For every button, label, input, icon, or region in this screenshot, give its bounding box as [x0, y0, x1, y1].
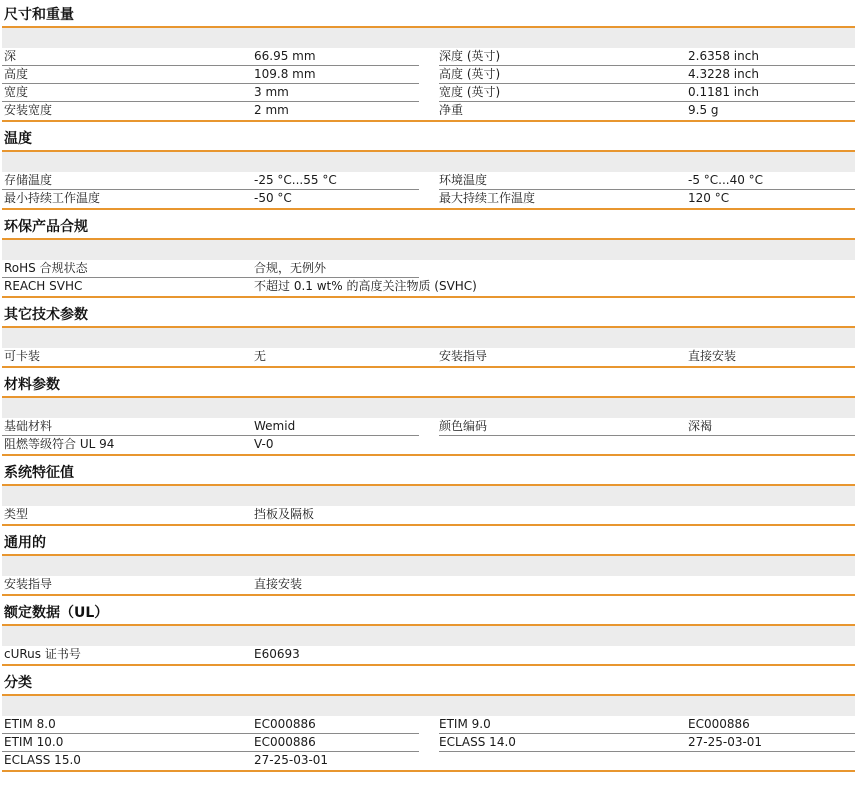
spec-section [0, 672, 861, 772]
spec-value-right: 27-25-03-01 [688, 735, 763, 749]
spec-label: 可卡装 [4, 349, 41, 363]
spec-label: RoHS 合规状态 [4, 261, 88, 275]
spec-label: 类型 [4, 507, 29, 521]
spec-row [0, 436, 861, 454]
spec-label-right: 安装指导 [439, 349, 488, 363]
spec-label-right: ECLASS 14.0 [439, 735, 516, 749]
spec-label: 基础材料 [4, 419, 53, 433]
section-header-band [2, 240, 855, 260]
spec-value: 2 mm [254, 103, 289, 117]
section-header-band [2, 556, 855, 576]
section-title: 尺寸和重量 [4, 7, 74, 23]
spec-row [0, 278, 861, 296]
spec-value: 66.95 mm [254, 49, 316, 63]
section-header-band [2, 486, 855, 506]
spec-value: Wemid [254, 419, 296, 433]
spec-row [0, 576, 861, 594]
spec-row [0, 418, 861, 436]
spec-label: 存储温度 [4, 173, 53, 187]
spec-section [0, 462, 861, 532]
section-title: 系统特征值 [4, 465, 74, 481]
spec-row [0, 84, 861, 102]
spec-row [0, 172, 861, 190]
spec-label: ETIM 8.0 [4, 717, 56, 731]
spec-label-right: ETIM 9.0 [439, 717, 491, 731]
section-title: 额定数据（UL） [4, 605, 109, 621]
spec-label: 深 [4, 49, 17, 63]
spec-row [0, 646, 861, 664]
spec-section [0, 128, 861, 216]
spec-value: 无 [254, 349, 267, 363]
spec-label-right: 高度 (英寸) [439, 67, 501, 81]
spec-label-right: 净重 [439, 103, 464, 117]
spec-value: 109.8 mm [254, 67, 316, 81]
spec-section [0, 216, 861, 304]
spec-label: REACH SVHC [4, 279, 83, 293]
spec-value: EC000886 [254, 717, 316, 731]
spec-rows [0, 506, 861, 524]
spec-value: V-0 [254, 437, 274, 451]
spec-label-right: 颜色编码 [439, 419, 488, 433]
section-header-band [2, 398, 855, 418]
spec-label: 最小持续工作温度 [4, 191, 101, 205]
spec-label: ECLASS 15.0 [4, 753, 81, 767]
spec-value-right: 深褐 [688, 419, 713, 433]
spec-label: 高度 [4, 67, 29, 81]
spec-label: 宽度 [4, 85, 29, 99]
spec-row [0, 102, 861, 120]
section-header-band [2, 328, 855, 348]
spec-label-right: 最大持续工作温度 [439, 191, 536, 205]
spec-label: cURus 证书号 [4, 647, 81, 661]
spec-value-right: 9.5 g [688, 103, 719, 117]
spec-row [0, 752, 861, 770]
spec-row [0, 48, 861, 66]
spec-rows [0, 576, 861, 594]
spec-value: EC000886 [254, 735, 316, 749]
spec-value: 3 mm [254, 85, 289, 99]
spec-label-right: 深度 (英寸) [439, 49, 501, 63]
spec-value-right: 0.1181 inch [688, 85, 759, 99]
spec-label: 阻燃等级符合 UL 94 [4, 437, 115, 451]
spec-value: 合规，无例外 [254, 261, 327, 275]
spec-value: 挡板及隔板 [254, 507, 315, 521]
section-header-band [2, 626, 855, 646]
spec-section [0, 602, 861, 672]
spec-value-right: EC000886 [688, 717, 750, 731]
spec-value: -50 °C [254, 191, 292, 205]
section-title: 环保产品合规 [4, 219, 88, 235]
spec-value: -25 °C...55 °C [254, 173, 337, 187]
section-end-rule [2, 770, 855, 772]
section-title: 材料参数 [4, 377, 60, 393]
spec-row [0, 66, 861, 84]
spec-value-right: 120 °C [688, 191, 730, 205]
spec-value: 27-25-03-01 [254, 753, 329, 767]
spec-rows [0, 418, 861, 454]
spec-section [0, 374, 861, 462]
spec-value-right: 直接安装 [688, 349, 737, 363]
section-title: 分类 [4, 675, 32, 691]
spec-row [0, 716, 861, 734]
spec-rows [0, 48, 861, 120]
spec-label: 安装宽度 [4, 103, 53, 117]
spec-label-right: 宽度 (英寸) [439, 85, 501, 99]
spec-value-right: 4.3228 inch [688, 67, 759, 81]
spec-rows [0, 646, 861, 664]
spec-section [0, 304, 861, 374]
spec-rows [0, 260, 861, 296]
spec-row [0, 734, 861, 752]
section-header-band [2, 696, 855, 716]
spec-row [0, 260, 861, 278]
spec-rows [0, 348, 861, 366]
spec-rows [0, 716, 861, 770]
spec-row [0, 506, 861, 524]
spec-value: 不超过 0.1 wt% 的高度关注物质 (SVHC) [254, 279, 477, 293]
spec-label: ETIM 10.0 [4, 735, 64, 749]
section-header-band [2, 152, 855, 172]
spec-section [0, 4, 861, 128]
section-header-band [2, 28, 855, 48]
spec-row [0, 348, 861, 366]
spec-value-right: -5 °C...40 °C [688, 173, 764, 187]
spec-rows [0, 172, 861, 208]
section-title: 通用的 [4, 535, 46, 551]
spec-label: 安装指导 [4, 577, 53, 591]
spec-label-right: 环境温度 [439, 173, 488, 187]
spec-row [0, 190, 861, 208]
spec-value-right: 2.6358 inch [688, 49, 759, 63]
section-title: 其它技术参数 [4, 307, 88, 323]
spec-value: E60693 [254, 647, 300, 661]
spec-section [0, 532, 861, 602]
spec-value: 直接安装 [254, 577, 303, 591]
section-title: 温度 [4, 131, 32, 147]
